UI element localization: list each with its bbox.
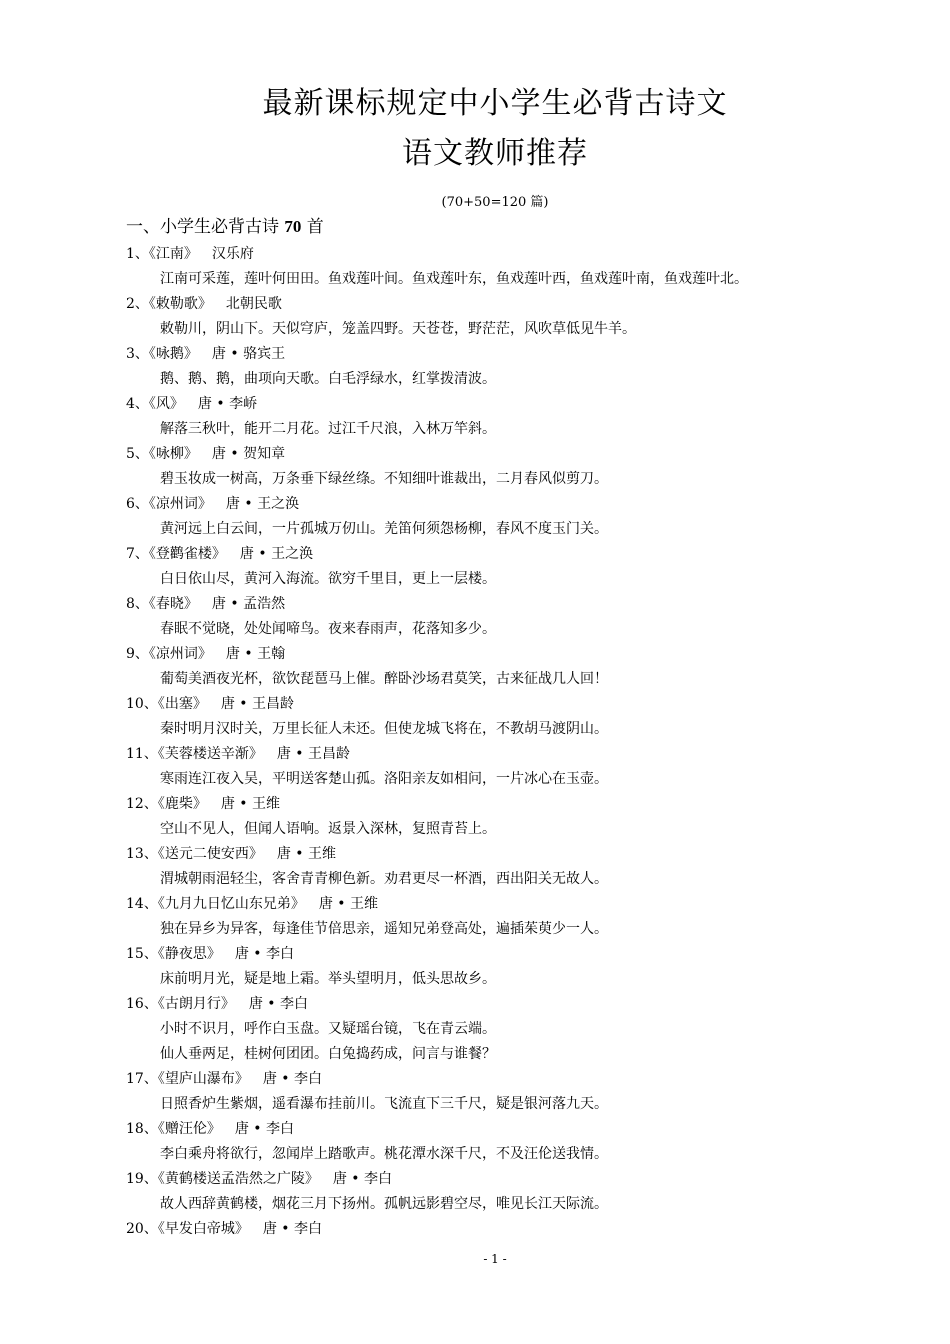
poem-title: 10、《出塞》 — [126, 696, 207, 712]
poem-text-line: 空山不见人，但闻人语响。返景入深林，复照青苔上。 — [160, 821, 496, 837]
poem-heading — [126, 942, 846, 967]
poem-text-line: 李白乘舟将欲行，忽闻岸上踏歌声。桃花潭水深千尺，不及汪伦送我情。 — [160, 1146, 608, 1162]
poem-text-line: 春眠不觉晓，处处闻啼鸟。夜来春雨声，花落知多少。 — [160, 621, 496, 637]
poem-author: 唐 • 王昌龄 — [276, 746, 350, 762]
poem-title: 5、《咏柳》 — [126, 446, 198, 462]
poem-heading — [126, 992, 846, 1017]
poem-author: 唐 • 李白 — [234, 946, 294, 962]
poem-title: 7、《登鹳雀楼》 — [126, 546, 226, 562]
poem-author: 唐 • 李白 — [248, 996, 308, 1012]
poem-text-line: 碧玉妆成一树高，万条垂下绿丝绦。不知细叶谁裁出，二月春风似剪刀。 — [160, 471, 608, 487]
page-number: - 1 - — [483, 1252, 507, 1266]
section-heading-number: 70 — [284, 217, 302, 236]
poem-title: 20、《早发白帝城》 — [126, 1221, 249, 1237]
poem-author: 汉乐府 — [211, 246, 254, 262]
poem-author: 唐 • 李峤 — [197, 396, 258, 412]
poem-author: 唐 • 李白 — [262, 1071, 322, 1087]
poem-author: 唐 • 孟浩然 — [211, 596, 286, 612]
poem-author: 北朝民歌 — [225, 296, 282, 312]
poem-text-line: 白日依山尽，黄河入海流。欲穷千里目，更上一层楼。 — [160, 571, 496, 587]
poem-text-line: 寒雨连江夜入吴，平明送客楚山孤。洛阳亲友如相问，一片冰心在玉壶。 — [160, 771, 608, 787]
poem-author: 唐 • 王之涣 — [239, 546, 314, 562]
poem-heading — [126, 642, 846, 667]
poem-heading — [126, 1167, 846, 1192]
poem-heading — [126, 1217, 846, 1242]
poem-text-line: 黄河远上白云间，一片孤城万仞山。羌笛何须怨杨柳，春风不度玉门关。 — [160, 521, 608, 537]
poem-author: 唐 • 李白 — [234, 1121, 294, 1137]
poem-text-line: 鹅、鹅、鹅，曲项向天歌。白毛浮绿水，红掌拨清波。 — [160, 371, 496, 387]
poem-author: 唐 • 王翰 — [225, 646, 286, 662]
poem-title: 6、《凉州词》 — [126, 496, 212, 512]
poem-title: 8、《春晓》 — [126, 596, 198, 612]
poem-text-line: 敕勒川，阴山下。天似穹庐，笼盖四野。天苍苍，野茫茫，风吹草低见牛羊。 — [160, 321, 636, 337]
poem-author: 唐 • 王之涣 — [225, 496, 300, 512]
poem-heading — [126, 242, 846, 267]
poem-heading — [126, 292, 846, 317]
poem-heading — [126, 892, 846, 917]
poem-text-line: 小时不识月，呼作白玉盘。又疑瑶台镜，飞在青云端。 — [160, 1021, 496, 1037]
poem-title: 11、《芙蓉楼送辛渐》 — [126, 746, 263, 762]
poem-title: 13、《送元二使安西》 — [126, 846, 263, 862]
section-heading-prefix: 一、小学生必背古诗 — [126, 217, 285, 237]
poem-text-line: 仙人垂两足，桂树何团团。白兔捣药成，问言与谁餐？ — [160, 1046, 496, 1062]
poem-title: 4、《风》 — [126, 396, 184, 412]
poem-heading — [126, 592, 846, 617]
poem-text-line: 日照香炉生紫烟，遥看瀑布挂前川。飞流直下三千尺，疑是银河落九天。 — [160, 1096, 608, 1112]
poem-text-line: 葡萄美酒夜光杯，欲饮琵琶马上催。醉卧沙场君莫笑，古来征战几人回！ — [160, 671, 608, 687]
poem-heading — [126, 792, 846, 817]
poem-text-line: 秦时明月汉时关，万里长征人未还。但使龙城飞将在，不教胡马渡阴山。 — [160, 721, 608, 737]
poem-heading — [126, 1067, 846, 1092]
poem-title: 9、《凉州词》 — [126, 646, 212, 662]
poem-heading — [126, 442, 846, 467]
poem-text-line: 解落三秋叶，能开二月花。过江千尺浪，入林万竿斜。 — [160, 421, 496, 437]
poem-heading — [126, 1117, 846, 1142]
poem-title: 3、《咏鹅》 — [126, 346, 198, 362]
poem-author: 唐 • 贺知章 — [211, 446, 286, 462]
poem-author: 唐 • 王维 — [276, 846, 336, 862]
poem-heading — [126, 742, 846, 767]
poem-title: 18、《赠汪伦》 — [126, 1121, 221, 1137]
poem-author: 唐 • 王维 — [220, 796, 280, 812]
poem-list — [126, 242, 846, 1242]
poem-title: 15、《静夜思》 — [126, 946, 221, 962]
poem-text-line: 渭城朝雨浥轻尘，客舍青青柳色新。劝君更尽一杯酒，西出阳关无故人。 — [160, 871, 608, 887]
poem-text-line: 床前明月光，疑是地上霜。举头望明月，低头思故乡。 — [160, 971, 496, 987]
poem-author: 唐 • 王维 — [318, 896, 378, 912]
page-subtitle: 语文教师推荐 — [402, 136, 588, 171]
poem-author: 唐 • 李白 — [262, 1221, 322, 1237]
poem-heading — [126, 392, 846, 417]
poem-heading — [126, 492, 846, 517]
poem-title: 1、《江南》 — [126, 246, 198, 262]
poem-count: (70+50=120 篇) — [441, 195, 549, 210]
poem-title: 12、《鹿柴》 — [126, 796, 207, 812]
section-heading-suffix: 首 — [301, 217, 324, 237]
poem-author: 唐 • 骆宾王 — [211, 346, 286, 362]
poem-heading — [126, 342, 846, 367]
poem-title: 2、《敕勒歌》 — [126, 296, 212, 312]
poem-title: 16、《古朗月行》 — [126, 996, 235, 1012]
poem-heading — [126, 692, 846, 717]
section-heading — [126, 215, 324, 239]
poem-author: 唐 • 李白 — [332, 1171, 392, 1187]
poem-text-line: 故人西辞黄鹤楼，烟花三月下扬州。孤帆远影碧空尽，唯见长江天际流。 — [160, 1196, 608, 1212]
poem-title: 17、《望庐山瀑布》 — [126, 1071, 249, 1087]
poem-heading — [126, 542, 846, 567]
page-title: 最新课标规定中小学生必背古诗文 — [262, 86, 728, 121]
poem-title: 19、《黄鹤楼送孟浩然之广陵》 — [126, 1171, 319, 1187]
poem-title: 14、《九月九日忆山东兄弟》 — [126, 896, 305, 912]
poem-text-line: 独在异乡为异客，每逢佳节倍思亲，遥知兄弟登高处，遍插茱萸少一人。 — [160, 921, 608, 937]
poem-author: 唐 • 王昌龄 — [220, 696, 294, 712]
poem-heading — [126, 842, 846, 867]
poem-text-line: 江南可采莲，莲叶何田田。鱼戏莲叶间。鱼戏莲叶东，鱼戏莲叶西，鱼戏莲叶南，鱼戏莲叶北。 — [160, 271, 748, 287]
